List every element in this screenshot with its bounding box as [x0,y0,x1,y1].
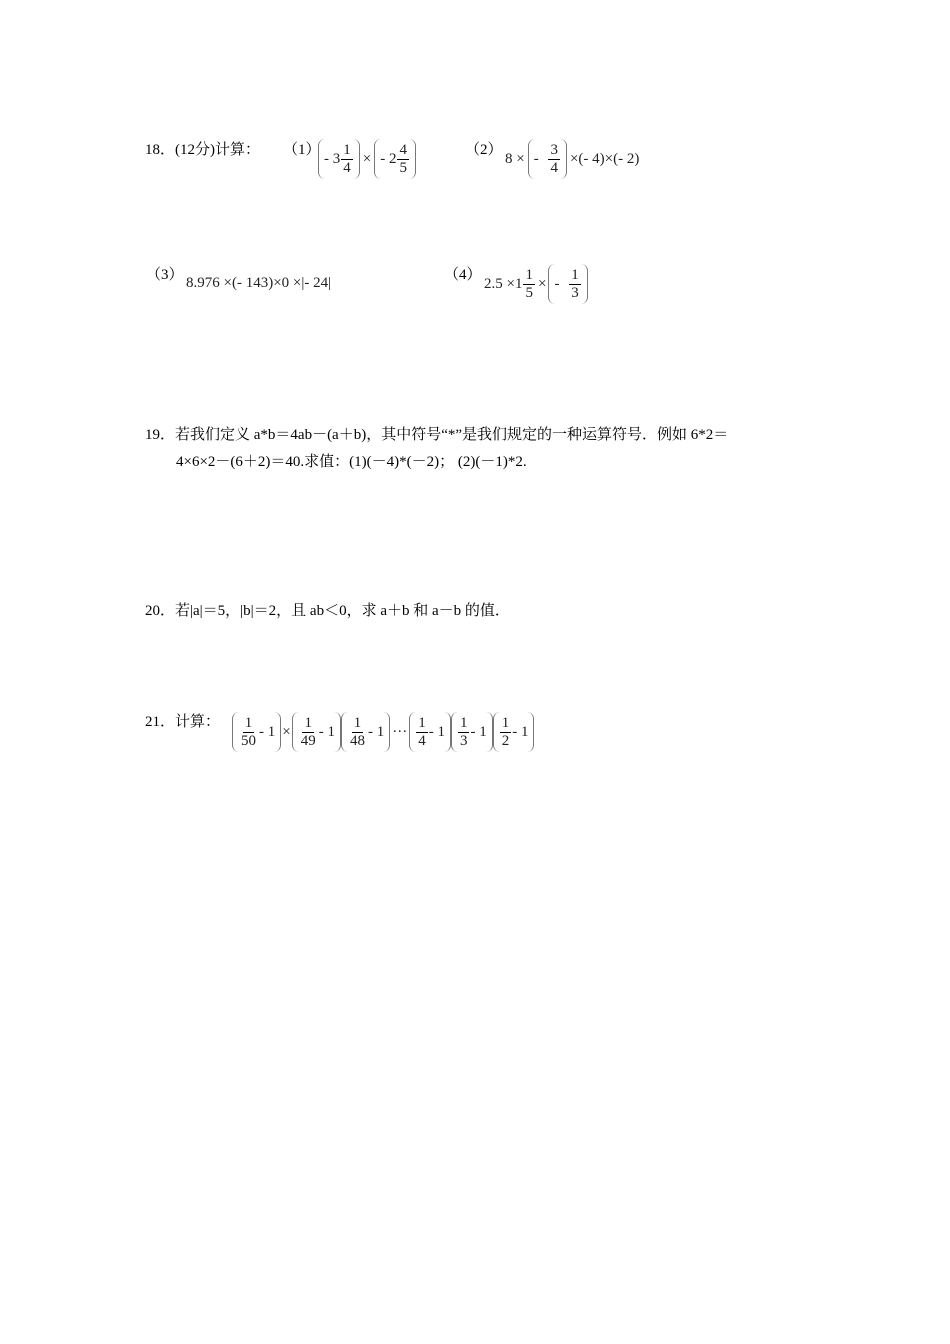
q18-p1-frac1 [341,142,353,177]
q18-p4-label: （4） [444,267,482,283]
q18-p4-num2: 1 [571,267,579,284]
q21-num-3: 1 [353,715,362,732]
q21-ellipsis: ··· [392,723,408,740]
q20-line1: 20．若|a|＝5，|b|＝2，且 ab＜0，求 a＋b 和 a－b 的值． [145,603,510,619]
q18-p1-times: × [362,150,372,167]
q21-tail-3: - 1 [367,724,385,740]
q18-p1-frac2 [397,142,409,177]
q18-number: 18． [145,142,176,158]
q18-p2-den: 4 [550,160,558,177]
q18-p2-tail: ×(- 4)×(- 2) [569,150,640,167]
q18-p3-label: （3） [146,267,184,283]
q21-term-2 [292,712,341,752]
q18-p4-den2: 3 [571,285,579,302]
q18-p4-expr [484,264,588,304]
q21-frac-5 [458,715,470,750]
q21-den-2: 49 [300,733,316,750]
q18-p1-paren-1 [318,139,360,179]
q18-p1-den1: 4 [343,160,351,177]
q18-p1-sign2: - 2 [380,151,397,167]
q21-den-3: 48 [349,733,365,750]
q21-den-4: 4 [418,733,426,750]
q18-p2-lead: 8 × [505,150,525,167]
q19-line2: 4×6×2－(6＋2)＝40.求值：(1)(－4)*(－2)； (2)(－1)*2. [176,454,527,470]
q21-den-1: 50 [241,733,256,750]
q18-p4-sign: - [554,276,560,292]
q19-line1: 19．若我们定义 a*b＝4ab－(a＋b)，其中符号“*”是我们规定的一种运算符号．例如 6*2＝ [145,427,729,443]
q18-p4-frac2 [569,267,581,302]
q18-p4-lead: 2.5 ×1 [484,275,523,292]
q21-frac-4 [416,715,428,750]
q21-term-6 [493,712,535,752]
q18-p2-label: （2） [465,142,503,158]
q18-p1-num2: 4 [399,142,407,159]
q21-num-4: 1 [418,715,426,732]
q21-den-6: 2 [501,733,510,750]
q18-p4-num1: 1 [525,266,533,283]
q18-p2-frac [548,142,560,177]
q21-frac-1 [239,715,258,750]
q21-num-1: 1 [244,715,253,732]
q18-p4-times: × [537,275,547,292]
q21-num-5: 1 [459,715,468,732]
q18-p1-paren-2 [374,139,416,179]
q21-tail-4: - 1 [428,724,445,740]
q18-p1-label: （1） [283,142,321,158]
q18-p1-expr [318,139,416,179]
q18-p4-frac1 [523,267,535,302]
q18-p1-sign1: - 3 [324,151,341,167]
q18-p2-num: 3 [550,142,558,159]
q21-frac-2 [299,715,318,750]
q21-frac-3 [348,715,367,750]
q21-expr [232,712,534,752]
q18-p2-sign: - [533,151,539,167]
q18-p2-expr [505,139,639,179]
q21-times: × [282,723,291,740]
q21-num-6: 1 [501,715,510,732]
q21-number: 21．计算： [145,714,221,730]
q18-header [145,140,260,160]
q18-p4-den1: 5 [525,284,533,301]
q21-tail-1: - 1 [259,724,276,740]
q18-p1-den2: 5 [399,160,407,177]
q21-term-3 [341,712,390,752]
q18-p3-expr: 8.976 ×(- 143)×0 ×|- 24| [186,275,332,291]
q18-p2-paren [528,139,567,179]
q21-den-5: 3 [459,733,468,750]
q21-tail-5: - 1 [470,724,487,740]
q21-term-1 [232,712,281,752]
q21-tail-2: - 1 [318,724,335,740]
q18-p1-num1: 1 [343,142,351,159]
q21-num-2: 1 [304,715,312,732]
q21-tail-6: - 1 [512,724,529,740]
q21-term-5 [451,712,493,752]
q21-frac-6 [500,715,512,750]
q18-intro: (12分)计算： [175,142,261,158]
q21-term-4 [409,712,451,752]
q18-p4-paren [548,264,587,304]
